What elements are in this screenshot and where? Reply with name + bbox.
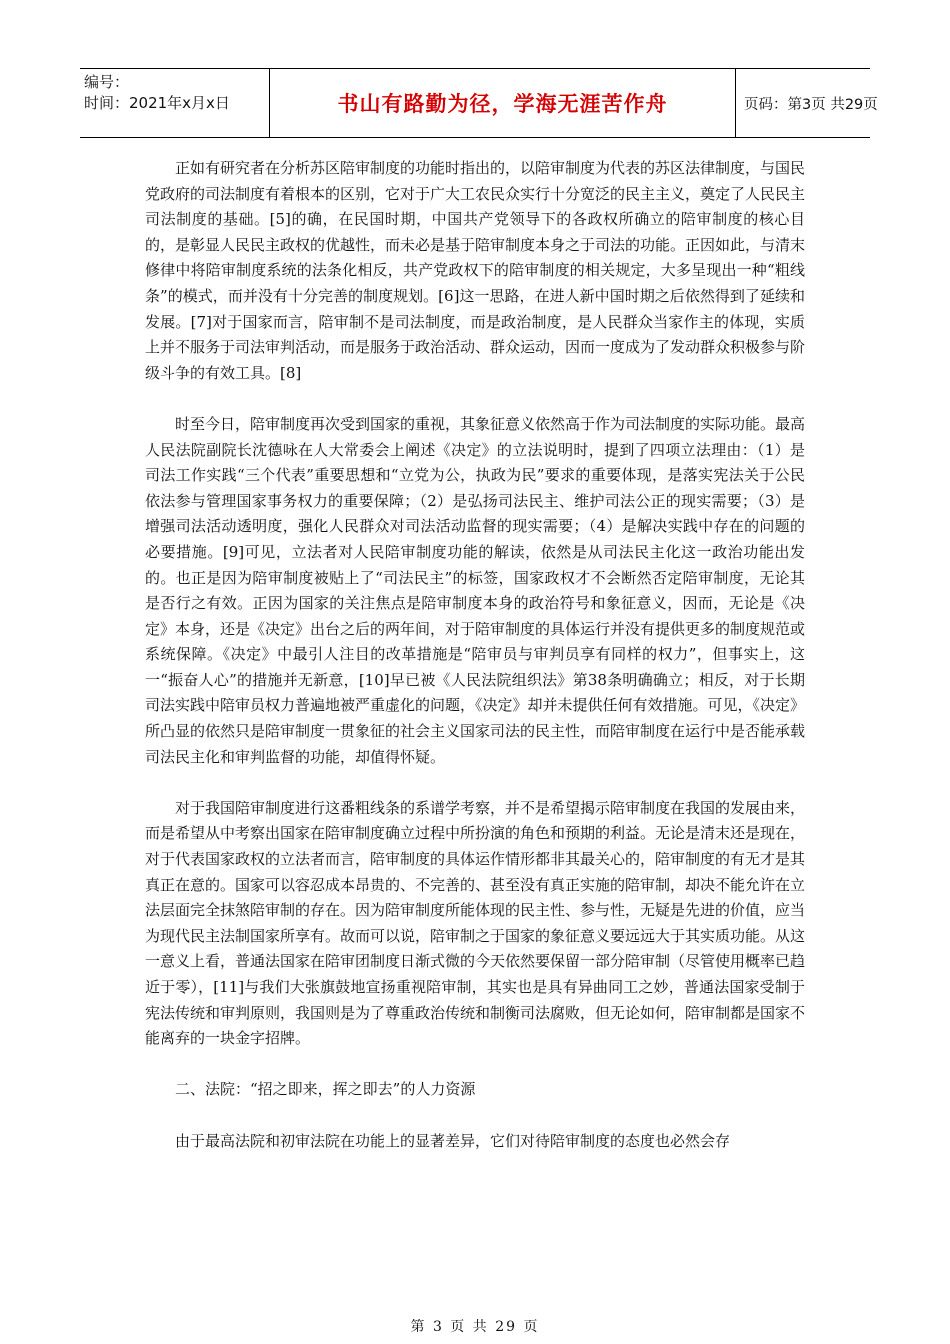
page-footer: 第 3 页 共 29 页 [410, 1319, 540, 1335]
header-meta [80, 69, 270, 137]
document-header [80, 68, 878, 138]
header-motto: 书山有路勤为径，学海无涯苦作舟 [337, 92, 668, 116]
header-page-info: 页码：第3页 共29页 [744, 96, 878, 113]
body-paragraph: 时至今日，陪审制度再次受到国家的重视，其象征意义依然高于作为司法制度的实际功能。最高人民法院副院长沈德咏在人大常委会上阐述《决定》的立法说明时，提到了四项立法理由：（1）是司法工作实践“三个代表”重要思想和“立党为公，执政为民”要求的重要体现，是落实宪法关于公民依法参与管理国家事务权力的重要保障；（2）是弘扬司法民主、维护司法公正的现实需要；（3）是增强司法活动透明度，强化人民群众对司法活动监督的现实需要；（4）是解决实践中存在的问题的必要措施。[9]可见，立法者对人民陪审制度功能的解读，依然是从司法民主化这一政治功能出发的。也正是因为陪审制度被贴上了“司法民主”的标签，国家政权才不会断然否定陪审制度，无论其是否行之有效。正因为国家的关注焦点是陪审制度本身的政治符号和象征意义，因而，无论是《决定》本身，还是《决定》出台之后的两年间，对于陪审制度的具体运行并没有提供更多的制度规范或系统保障。《决定》中最引人注目的改革措施是“陪审员与审判员享有同样的权力”，但事实上，这一“振奋人心”的措施并无新意，[10]早已被《人民法院组织法》第38条明确确立；相反，对于长期司法实践中陪审员权力普遍地被严重虚化的问题，《决定》却并未提供任何有效措施。可见，《决定》所凸显的依然只是陪审制度一贯象征的社会主义国家司法的民主性，而陪审制度在运行中是否能承载司法民主化和审判监督的功能，却值得怀疑。 [145, 414, 806, 766]
body-paragraph: 对于我国陪审制度进行这番粗线条的系谱学考察，并不是希望揭示陪审制度在我国的发展由来，而是希望从中考察出国家在陪审制度确立过程中所扮演的角色和预期的利益。无论是清末还是现在，对于代表国家政权的立法者而言，陪审制度的具体运作情形都非其最关心的，陪审制度的有无才是其真正在意的。国家可以容忍成本昂贵的、不完善的、甚至没有真正实施的陪审制，却决不能允许在立法层面完全抹煞陪审制的存在。因为陪审制度所能体现的民主性、参与性，无疑是先进的价值，应当为现代民主法制国家所享有。故而可以说，陪审制之于国家的象征意义要远远大于其实质功能。从这一意义上看，普通法国家在陪审团制度日渐式微的今天依然要保留一部分陪审制（尽管使用概率已趋近于零），[11]与我们大张旗鼓地宣扬重视陪审制，其实也是具有异曲同工之妙，普通法国家受制于宪法传统和审判原则，我国则是为了尊重政治传统和制衡司法腐败，但无论如何，陪审制都是国家不能离弃的一块金字招牌。 [145, 798, 806, 1048]
header-motto-cell [270, 69, 736, 137]
body-paragraph: 正如有研究者在分析苏区陪审制度的功能时指出的，以陪审制度为代表的苏区法律制度，与国民党政府的司法制度有着根本的区别，它对于广大工农民众实行十分宽泛的民主主义，奠定了人民民主司法制度的基础。[5]的确，在民国时期，中国共产党领导下的各政权所确立的陪审制度的核心目的，是彰显人民民主政权的优越性，而未必是基于陪审制度本身之于司法的功能。正因如此，与清末修律中将陪审制度系统的法条化相反，共产党政权下的陪审制度的相关规定，大多呈现出一种“粗线条”的模式，而并没有十分完善的制度规划。[6]这一思路，在进人新中国时期之后依然得到了延续和发展。[7]对于国家而言，陪审制不是司法制度，而是政治制度，是人民群众当家作主的体现，实质上并不服务于司法审判活动，而是服务于政治活动、群众运动，因而一度成为了发动群众积极参与阶级斗争的有效工具。[8] [145, 159, 806, 382]
body-paragraph: 由于最高法院和初审法院在功能上的显著差异，它们对待陪审制度的态度也必然会存 [175, 1131, 731, 1150]
document-date-label: 时间：2021年x月x日 [84, 94, 230, 112]
document-number-label: 编号： [84, 73, 130, 91]
section-heading: 二、法院：“招之即来，挥之即去”的人力资源 [175, 1080, 476, 1099]
document-body [145, 156, 805, 1154]
